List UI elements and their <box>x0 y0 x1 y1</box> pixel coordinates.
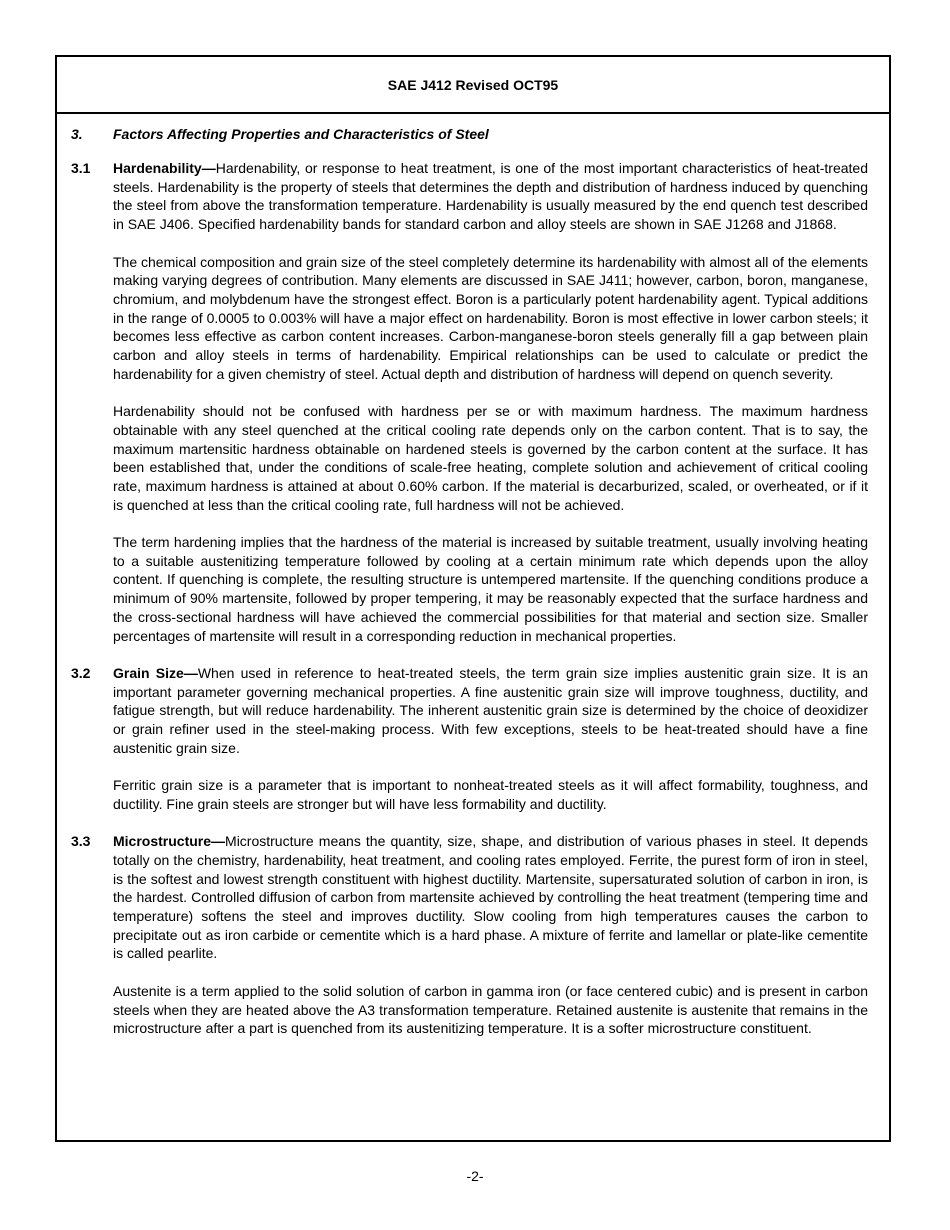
subsection-lead: Hardenability— <box>113 160 216 176</box>
paragraph-text: When used in reference to heat-treated steels, the term grain size implies austenitic grain size. It is an important parameter governing mechanical properties. A fine austenitic grain size will improve toughness, ductility, and fatigue strength, but will reduce hardenability. The inherent austenitic grain size is determined by the choice of deoxidizer or grain refiner used in the steel-making process. With few exceptions, steels to be heat-treated should have a fine austenitic grain size. <box>113 664 869 756</box>
paragraph-text: Hardenability, or response to heat treatment, is one of the most important characteristics of heat-treated steels. Hardenability is the property of steels that determines the depth and distribution of hardness induced by quenching the steel from above the transformation temperature. Hardenability is usually measured by the end quench test described in SAE J406. Specified hardenability bands for standard carbon and alloy steels are shown in SAE J1268 and J1868. <box>113 160 868 233</box>
document-header <box>57 57 889 114</box>
paragraph: Hardenability should not be confused with hardness per se or with maximum hardness. The maximum hardness obtainable with any steel quenched at the critical cooling rate depends only on the carbon content. That is to say, the maximum martensitic hardness obtainable on hardened steels is governed by the carbon content at the surface. It has been established that, under the conditions of scale-free heating, complete solution and achievement of critical cooling rate, maximum hardness is attained at about 0.60% carbon. If the material is decarburized, scaled, or overheated, or if it is quenched at less than the critical cooling rate, full hardness will not be achieved. <box>113 403 868 513</box>
subsection-lead: Grain Size— <box>113 664 198 681</box>
subsection-number: 3.3 <box>71 833 91 850</box>
subsection-lead: Microstructure— <box>113 833 226 850</box>
document-body <box>71 125 868 1057</box>
subsection-microstructure <box>71 832 868 1056</box>
subsection-grain-size <box>71 664 868 832</box>
paragraph-text: Microstructure means the quantity, size, shape, and distribution of various phases in steel. It depends totally on the chemistry, hardenability, heat treatment, and cooling rates employed. Ferrite, the purest form of iron in steel, is the softest and lowest strength constituent with highest ductility. Martensite, supersaturated solution of carbon in iron, is the hardest. Controlled diffusion of carbon from martensite achieved by controlling the heat treatment (tempering time and temperature) softens the steel and improves ductility. Slow cooling from high temperatures causes the carbon to precipitate out as iron carbide or cementite which is a hard phase. A mixture of ferrite and lamellar or plate-like cementite is called pearlite. <box>113 833 868 962</box>
paragraph: The chemical composition and grain size of the steel completely determine its hardenability with almost all of the elements making varying degrees of contribution. Many elements are discussed in SAE J411; however, carbon, boron, manganese, chromium, and molybdenum have the strongest effect. Boron is a particularly potent hardenability agent. Typical additions in the range of 0.0005 to 0.003% will have a major effect on hardenability. Boron is most effective in lower carbon steels; it becomes less effective as carbon content increases. Carbon-manganese-boron steels generally fill a gap between plain carbon and alloy steels in terms of hardenability. Empirical relationships can be used to calculate or predict the hardenability for a given chemistry of steel. Actual depth and distribution of hardness will depend on quench severity. <box>113 253 868 382</box>
paragraph: Ferritic grain size is a parameter that is important to nonheat-treated steels as it will affect formability, toughness, and ductility. Fine grain steels are stronger but will have less formability and ductility. <box>113 777 868 812</box>
subsection-number: 3.2 <box>71 664 91 681</box>
paragraph <box>113 832 868 963</box>
paragraph <box>113 159 868 234</box>
page-frame <box>55 55 891 1142</box>
paragraph: Austenite is a term applied to the solid solution of carbon in gamma iron (or face centered cubic) and is present in carbon steels when they are heated above the A3 transformation temperature. Retained austenite is austenite that remains in the microstructure after a part is quenched from its austenitizing temperature. It is a softer microstructure constituent. <box>113 982 868 1037</box>
paragraph: The term hardening implies that the hardness of the material is increased by suitable treatment, usually involving heating to a suitable austenitizing temperature followed by cooling at a certain minimum rate which depends upon the alloy content. If quenching is complete, the resulting structure is untempered martensite. If the quenching conditions produce a minimum of 90% martensite, followed by proper tempering, it may be reasonably expected that the surface hardness and the cross-sectional hardness will have achieved the commercial possibilities for that material and section size. Smaller percentages of martensite will result in a corresponding reduction in mechanical properties. <box>113 534 868 644</box>
document-title: SAE J412 Revised OCT95 <box>387 76 559 93</box>
section-number: 3. <box>71 126 83 142</box>
section-title: Factors Affecting Properties and Characteristics of Steel <box>113 126 489 142</box>
paragraph <box>113 664 868 758</box>
page-number: -2- <box>466 1168 484 1184</box>
subsection-body <box>113 159 868 664</box>
subsection-hardenability <box>71 159 868 664</box>
subsection-body <box>113 832 868 1056</box>
subsection-body <box>113 664 868 832</box>
subsection-number: 3.1 <box>71 160 91 176</box>
section-heading <box>71 125 868 143</box>
